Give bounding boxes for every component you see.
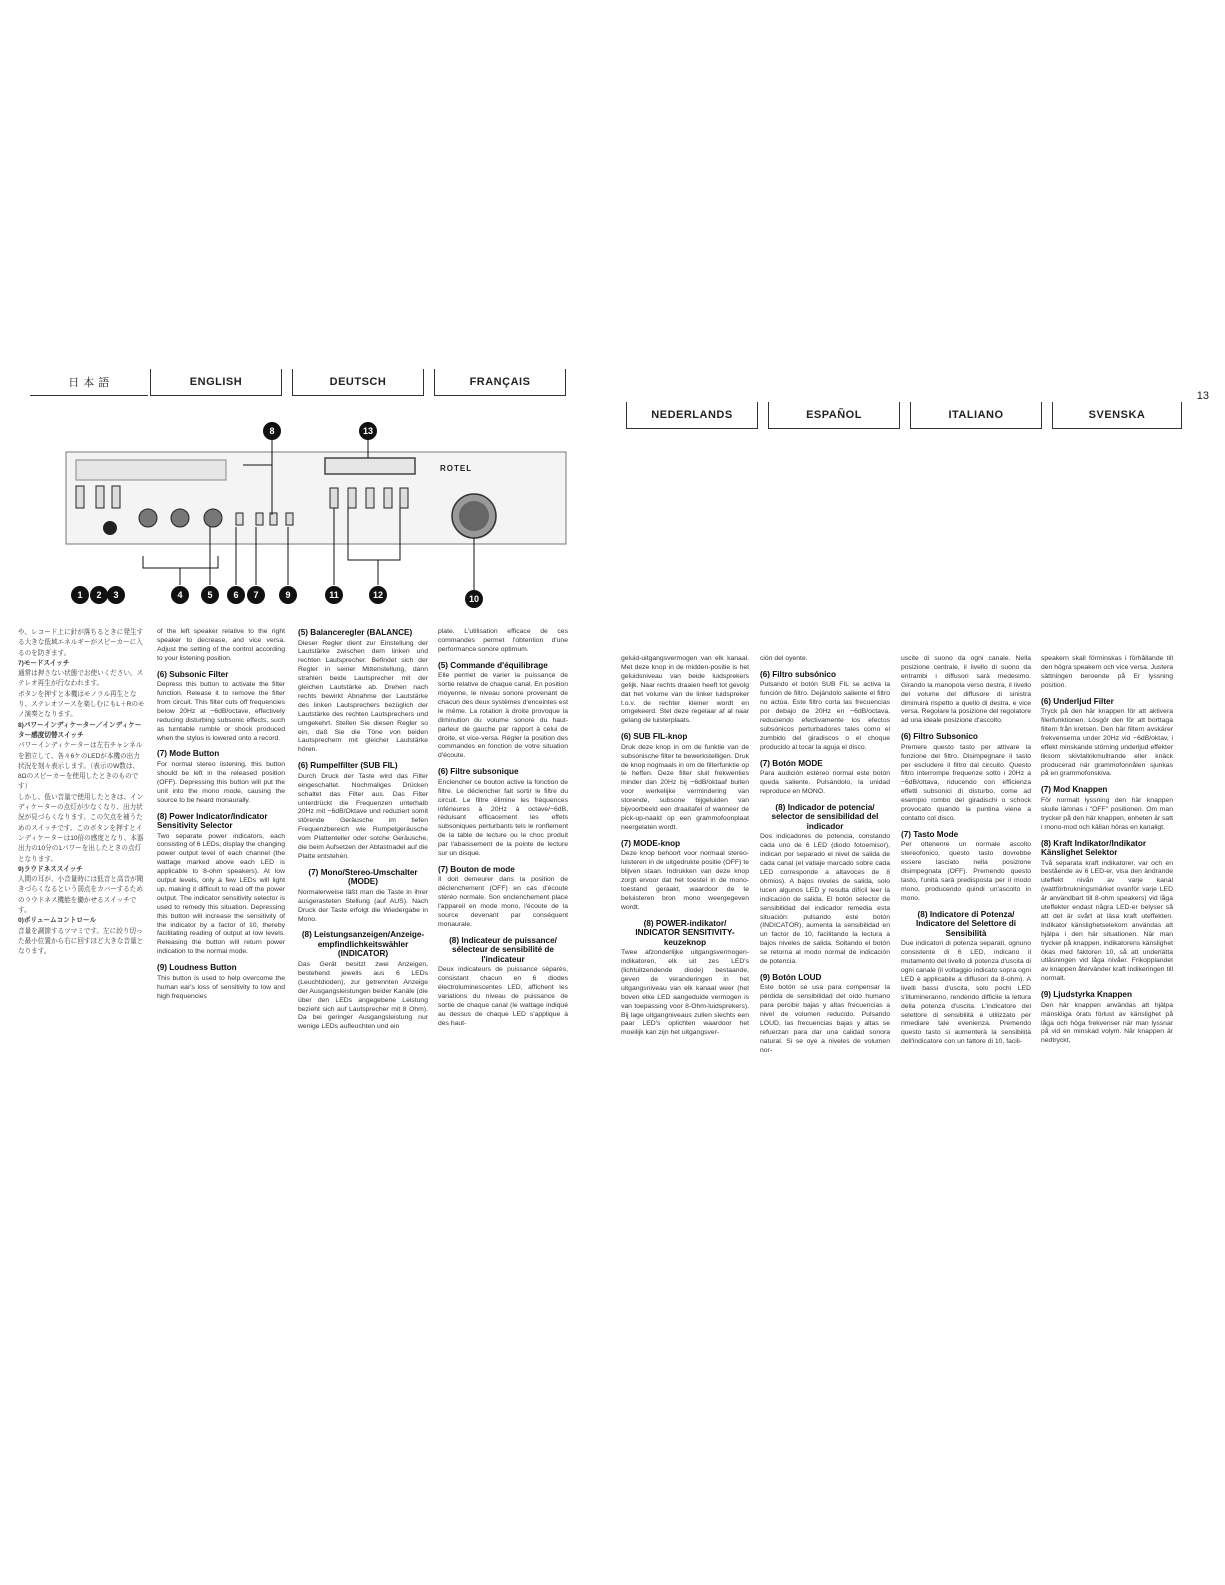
italiano-column bbox=[901, 655, 1031, 1095]
jp-line: パワーインディケーターは左右チャンネルを独立して、各々6ケのLEDが本機の出力状況を刻々表示します。（表示のW数は、8Ωのスピーカーを使用したときのものです） bbox=[18, 742, 143, 791]
jp-heading: 9)ラウドネススイッチ bbox=[18, 865, 83, 873]
tab-japanese: 日 本 語 bbox=[30, 369, 148, 396]
nl-s8-body: Twee afzonderlijke uitgangsvermogen-indikatoren, elk uit zes LED's (lichtuitzendende diode) bestaande, geven de veranderingen in het uitgangsniveau van elk kanaal weer (het boven elke LED aangeduide vermogen is van toepassing voor 8-Ohm-luidsprekers). Bij lage uitgangniveaus zullen slechts een paar LED's oplichten waardoor het moeilijk kan zijn het uitgangsver- bbox=[621, 949, 749, 1037]
brand-logo: ROTEL bbox=[440, 464, 473, 473]
front-panel-diagram bbox=[0, 0, 1225, 620]
sv-s6-body: Tryck på den här knappen för att aktivera filerfunktionen. Lösgör den för att borttaga filtern från kretsen. Den här filtern avskärer frekvenserna under 20Hz vid −6dB/oktav, i effekt minskande störning underljud effekter liksom skivtallrikmullrande eller knäck producerad när grammofonnålen sjunkas på en grammofonskiva. bbox=[1041, 708, 1173, 778]
tab-espanol: ESPAÑOL bbox=[768, 402, 900, 429]
it-intro: uscite di suono da ogni canale. Nella posizione centrale, il livello di suono da entrambi i diffusori sarà medesimo. Girando la manopola verso destra, il livello del volume del diffusore di sinistra diminuirà rispetto a quello di destra, e vice versa. Regolare la posizione del regolatore ad una ideale posizione d'ascolto. bbox=[901, 655, 1031, 725]
de-s6-body: Durch Druck der Taste wird das Filter eingeschaltet. Nochmaliges Drücken schaltet das Filter aus. Das Filter unterdrückt die Frequenzen unterhalb 20Hz mit −6dB/Oktave und reduziert somit störende Geräusche im tiefen Frequenzbereich wie Rumpelgeräusche vom Plattenteller oder solche Geräusche, die beim Aufsetzen der Abtastnadel auf die Platte entstehen. bbox=[298, 772, 428, 860]
callout-5: 5 bbox=[201, 586, 219, 604]
callout-10: 10 bbox=[465, 590, 483, 608]
english-column bbox=[157, 628, 285, 1068]
nl-s7-body: Deze knop behoort voor normaal stereo-luisteren in de uitgedrukte positie (OFF) te blijven staan. Indrukken van deze knop zorgt ervoor dat het toestel in de mono-toestand geraakt, waardoor de te beluisteren bron mono weergegeven wordt. bbox=[621, 850, 749, 911]
es-s8-body: Dos indicadores de potencia, constando cada uno de 6 LED (diodo fotoemisor), indican por separado el nivel de salida de cada canal (el vatiaje marcado sobre cada LED corresponde a altavoces de 8 ohmios). A bajos niveles de salida, solo lucen algunos LED y resulta difícil leer la indicación de salida. El botón selector de sensibilidad del indicador remedia esta situación: pulsando este botón (INDICATOR), aumenta la sensibilidad en un factor de 10, facilitando la lectura a bajos niveles de salida. Soltando el botón se retorna al modo normal de indicación de potencia. bbox=[760, 833, 890, 966]
tab-nederlands: NEDERLANDS bbox=[626, 402, 758, 429]
jp-line: ボタンを押すと本機はモノラル再生となり、ステレオソースを楽しむにもL＋Rのモノ演奏となります。 bbox=[18, 690, 145, 719]
de-s8-body: Das Gerät besitzt zwei Anzeigen, bestehend jeweils aus 6 LEDs (Leuchtdioden), zur getrennten Anzeige der Ausgangsleistungen beider Kanäle (die über den LEDs angegebene Leistung bezieht sich auf Lautsprecher mit 8 Ohm). Da bei geringer Ausgangsleistung nur wenige LEDs aufleuchten und ein bbox=[298, 960, 428, 1031]
callout-11: 11 bbox=[325, 586, 343, 604]
fr-s7-body: Il doit demeurer dans la position de déclenchement (OFF) en cas d'écoute stéréo normale. Son enclenchement place l'appareil en mode mono, l'écoute de la source devenant par conséquent monaurale. bbox=[438, 876, 568, 928]
callout-1: 1 bbox=[71, 586, 89, 604]
sv-s7-body: För normalt lyssning den här knappen skulle lämnas i "OFF" positionen. Om man trycker på den här knappen, enheten är satt i mono-mod och källan höras en kanaligt. bbox=[1041, 796, 1173, 831]
es-s6-body: Pulsando el botón SUB FIL se activa la función de filtro. Dejándolo saliente el filtro no actúa. Este filtro corta las frecuencias por debajo de 20Hz en −6dB/octava, reduciendo efectivamente los efectos subsónicos perturbadores tales como el zumbido del giradiscos o el choque producido al tocar la aguja el disco. bbox=[760, 681, 890, 751]
de-s5-title: (5) Balanceregler (BALANCE) bbox=[298, 628, 413, 637]
tab-italiano: ITALIANO bbox=[910, 402, 1042, 429]
en-s6-title: (6) Subsonic Filter bbox=[157, 669, 229, 679]
es-s9-title: (9) Botón LOUD bbox=[760, 972, 822, 982]
de-s5-body: Dieser Regler dient zur Einstellung der Lautstärke zwischen dem linken und rechten Lautsprecher. Befindet sich der Regler in seiner Mittenstellung, dann strahlen beide Lautsprecher mit der gleichen Lautstärke ab. Drehen nach rechts bewirkt Abnahme der Lautstärke des linken Lautsprechers bezüglich der Lautstärke des rechten Lautsprechers und umgekehrt. Stellen Sie diesen Regler so ein, daß Sie die Töne von beiden Lautsprechern mit gleicher Lautstärke hören. bbox=[298, 639, 428, 754]
page-number: 13 bbox=[1196, 390, 1209, 402]
fr-s8-title: (8) Indicateur de puissance/ sélecteur de sensibilité de l'indicateur bbox=[449, 935, 557, 964]
en-intro: of the left speaker relative to the right speaker to decrease, and vice versa. Adjust the setting of the control according to your listening position. bbox=[157, 628, 285, 662]
jp-heading: 7)モードスイッチ bbox=[18, 659, 70, 667]
es-s8-title: (8) Indicador de potencia/ selector de sensibilidad del indicador bbox=[771, 802, 879, 831]
fr-s5-title: (5) Commande d'équilibrage bbox=[438, 660, 548, 670]
callout-3: 3 bbox=[107, 586, 125, 604]
de-s7-title: (7) Mono/Stereo-Umschalter (MODE) bbox=[308, 867, 418, 887]
fr-s8-body: Deux indicateurs de puissance séparés, consistant chacun en 6 diodes électroluminescentes LED, affichent les variations du niveau de puissance de sortie de chaque canal (le wattage indiqué au dessus de chaque LED s'applique à des haut- bbox=[438, 966, 568, 1027]
callout-13: 13 bbox=[359, 422, 377, 440]
sv-s9-body: Den här knappen användas att hjälpa mänskliga örats förlust av känslighet på låga och höga frekvenser när man lyssnar på vid en minskad volym. När knappen är nedtryckt, bbox=[1041, 1001, 1173, 1045]
tab-deutsch: DEUTSCH bbox=[292, 369, 424, 396]
sv-s6-title: (6) Underljud Filter bbox=[1041, 696, 1114, 706]
fr-s5-body: Elle permet de varier la puissance de sortie relative de chaque canal. En position moyenne, le niveau sonore provenant de chacun des deux systèmes d'enceintes est le même. La rotation à droite provoque la diminution du volume sonore du haut-parleur de gauche par rapport à celui de droite, et vice-versa. Régler la position des commandes en fonction de votre situation d'écoute. bbox=[438, 672, 568, 760]
fr-s6-title: (6) Filtre subsonique bbox=[438, 767, 519, 777]
nl-s6-body: Druk deze knop in om de funktie van de subsonische filter te bewerkstelligen. Druk de knop nogmaals in om de filterfunktie op te heffen. Deze filter sluit frekwenties minder dan 20Hz bij −6dB/oktaaf buiten voor werkelijke vermindering van storende, subsone bijgeluiden van bijvoorbeeld een draaitafel of wanneer de pick-up-naald op een grammofoonplaat neergelaten wordt. bbox=[621, 743, 749, 831]
tab-francais: FRANÇAIS bbox=[434, 369, 566, 396]
sv-s8-title: (8) Kraft Indikator/Indikator Känslighet Selektor bbox=[1041, 838, 1147, 857]
en-s7-title: (7) Mode Button bbox=[157, 749, 220, 759]
nl-s7-title: (7) MODE-knop bbox=[621, 838, 681, 848]
nl-intro: geluid-uitgangsvermogen van elk kanaal. Met deze knop in de midden-positie is het geluidsniveau van beide luidsprekers gelijk. Naar rechts draaien heeft tot gevolg dat het volume van de linker luidspreker t.o.v. de rechter kleiner wordt en omgekeerd. Stel deze regelaar af al naar gelang de luisterplaats. bbox=[621, 655, 749, 725]
es-s7-body: Para audición estéreo normal este botón queda saliente. Pulsándolo, la unidad reproduce en MONO. bbox=[760, 770, 890, 795]
jp-line: や、レコード上に針が落ちるときに発生する大きな低域エネルギーがスピーカーに入るのを防ぎます。 bbox=[18, 629, 144, 657]
jp-line: 音量を調節するツマミです。左に絞り切った最小位置から右に回すほど大きな音量となります。 bbox=[18, 927, 144, 956]
nl-s6-title: (6) SUB FIL-knop bbox=[621, 732, 688, 742]
en-s9-body: This button is used to help overcome the human ear's loss of sensitivity to low and high frequencies bbox=[157, 974, 285, 1000]
fr-s7-title: (7) Bouton de mode bbox=[438, 864, 515, 874]
callout-6: 6 bbox=[227, 586, 245, 604]
francais-column bbox=[438, 628, 568, 1068]
de-s8-title: (8) Leistungsanzeigen/Anzeige-empfindlichkeitswähler (INDICATOR) bbox=[301, 930, 425, 959]
en-s7-body: For normal stereo listening, this button should be left in the released position (OFF). Depressing this button will put the unit into the mono mode, causing the source to be heard monaurally. bbox=[157, 760, 285, 804]
jp-heading: 0)ボリュームコントロール bbox=[18, 917, 97, 925]
phones-jack bbox=[103, 521, 117, 535]
sv-s9-title: (9) Ljudstyrka Knappen bbox=[1041, 990, 1132, 1000]
espanol-column bbox=[760, 655, 890, 1095]
en-s8-body: Two separate power indicators, each consisting of 6 LEDs, display the changing power output level of each channel (the wattage marked above each LED is applicable to 8-ohm speakers). At low output levels, only a few LEDs will light up, making it difficult to read off the power output. The indicator sensitivity selector is used to remedy this situation. Depressing this button will increase the sensitivity of the indicator by a factor of 10, thereby facilitating reading of output at low levels. Releasing the button will return power indication to the normal mode. bbox=[157, 832, 285, 956]
en-s9-title: (9) Loudness Button bbox=[157, 963, 237, 973]
jp-heading: 8)パワーインディケーター／インディケーター感度切替スイッチ bbox=[18, 721, 142, 739]
callout-8: 8 bbox=[263, 422, 281, 440]
japanese-column bbox=[18, 628, 146, 1048]
sv-intro: speakern skall förminskas i förhållande till den högra speakern och vice versa. Justera sättningen beroende på Er lyssning position. bbox=[1041, 655, 1173, 689]
it-s8-body: Due indicatori di potenza separati, ognuno consistente di 6 LED, indicano il mutamento del livello di potenza d'uscita di ogni canale (il voltaggio indicato sopra ogni LED è applicabile a diffusori da 8-ohm). A livelli bassi d'uscita, solo pochi LED s'illumineranno, rendendo difficile la lettura della potenza d'uscita. L'indicatore del selettore di sensibilità è utilizzato per rimediare tale evenienza. Premendo questo tasto si aumenterà la sensibilità dell'indicatore con un fattore di 10, facili- bbox=[901, 940, 1031, 1046]
es-s7-title: (7) Botón MODE bbox=[760, 758, 823, 768]
es-intro: ción del oyente. bbox=[760, 655, 808, 662]
it-s7-body: Per ottenenre un normale ascolto stereofonico, questo tasto dovrebbe essere lasciato nella posizione disimpegnata (OFF). Premendo questo tasto, l'unità sarà predisposta per il modo mono, producendo quindi un'ascolto in mono. bbox=[901, 841, 1031, 902]
it-s6-body: Premere questo tasto per attivare la funzione del filtro. Disimpegnare il tasto per escludere il filtro dal circuito. Questo filtro interrompe frequenze sotto i 20Hz a −6dB/ottava, riducendo con efficienza effetti subsonici di disturbo, come ad esempio rombo del giradischi o schock provocato quando la puntina viene a contatto col disco. bbox=[901, 743, 1031, 822]
callout-9: 9 bbox=[279, 586, 297, 604]
jp-line: 人間の耳が、小音量時には低音と高音が聞きづらくなるという弱点をカバーするためのラウドネス機能を働かせるスイッチです。 bbox=[18, 876, 144, 915]
en-s6-body: Depress this button to activate the filter function. Release it to remove the filter from circuit. This filter cuts off frequencies below 20Hz at −6dB/octave, effectively reducing disturbing subsonic effects, such as turntable rumble or shock produced when the stylus is lowered onto a record. bbox=[157, 681, 285, 742]
it-s8-title: (8) Indicatore di Potenza/ Indicatore del Selettore di Sensibilità bbox=[915, 909, 1017, 938]
callout-12: 12 bbox=[369, 586, 387, 604]
fr-intro: plate. L'utilisation efficace de ces commandes permet l'obtention d'une performance sonore optimum. bbox=[438, 628, 568, 653]
power-meter-display bbox=[76, 460, 226, 480]
en-s8-title: (8) Power Indicator/Indicator Sensitivity Selector bbox=[157, 811, 268, 830]
de-s7-body: Normalerweise läßt man die Taste in ihrer ausgerasteten Stellung (auf AUS). Nach Druck der Taste erfolgt die Wiedergabe in Mono. bbox=[298, 888, 428, 923]
svenska-column bbox=[1041, 655, 1173, 1095]
sv-s7-title: (7) Mod Knappen bbox=[1041, 785, 1108, 795]
it-s7-title: (7) Tasto Mode bbox=[901, 829, 959, 839]
sv-s8-body: Två separata kraft indikatorer, var och en bestående av 6 LED-er, visa den ändrande uteffekt nivån av varje kanal (wattförbrukningsmärket ovanför varje LED är användbart till 8-ohm speakers) vid låga uteffekter endast några LED-er belyser så att det är svårt at läsa kraft uteffekten. Indikator känslighetselekorn användas att hjälpa i den här situationen. När man trycker på knappen, indikatorens känslighet ökas med faktoren 10, så att underlätta utläsningen vid låga nivåer. Frikopplandet av knappen återvänder kraft indikeringen till normalt. bbox=[1041, 859, 1173, 983]
it-s6-title: (6) Filtro Subsonico bbox=[901, 732, 978, 742]
de-s6-title: (6) Rumpelfilter (SUB FIL) bbox=[298, 761, 398, 771]
es-s6-title: (6) Filtro subsónico bbox=[760, 669, 836, 679]
tone-knobs bbox=[139, 509, 222, 527]
callout-2: 2 bbox=[90, 586, 108, 604]
callout-4: 4 bbox=[171, 586, 189, 604]
nl-s8-title: (8) POWER-indikator/ INDICATOR SENSITIVITY-keuzeknop bbox=[635, 918, 735, 947]
deutsch-column bbox=[298, 628, 428, 1068]
input-display bbox=[325, 458, 415, 474]
left-buttons bbox=[76, 486, 120, 508]
tab-svenska: SVENSKA bbox=[1052, 402, 1182, 429]
callout-7: 7 bbox=[247, 586, 265, 604]
fr-s6-body: Enclencher ce bouton active la fonction de filtre. Le déclencher fait sortir le filtre du circuit. Le filtre élimine les fréquences inférieures à 20Hz à octave/−6dB, réduisant efficacement les effets subsoniques perturbants tels le ronflement de la table de lecture ou le choc produit par l'abaissement de la pointe de lecture sur un disque. bbox=[438, 778, 568, 858]
tab-english: ENGLISH bbox=[150, 369, 282, 396]
nederlands-column bbox=[621, 655, 749, 1095]
jp-line: 通常は押さない状態でお使いください。ステレオ再生が行なわれます。 bbox=[18, 670, 144, 688]
jp-line: しかし、低い音量で使用したときは、インディケーターの点灯が少なくなり、出力状況が見づらくなります。この欠点を補うためのスイッチです。このボタンを押すとインディケーターは10倍の感度となり、本器出力の10分の1パワーを出したときの点灯となります。 bbox=[18, 793, 144, 863]
es-s9-body: Este botón se usa para compensar la pérdida de sensibilidad del oído humano para percibir bajas y altas frecuencias a nivel de volumen reducido. Pulsando LOUD, las frecuencias bajas y altas se refuerzan para dar una calidad sonora natural. Si se oye a niveles de volumen nor- bbox=[760, 984, 890, 1054]
